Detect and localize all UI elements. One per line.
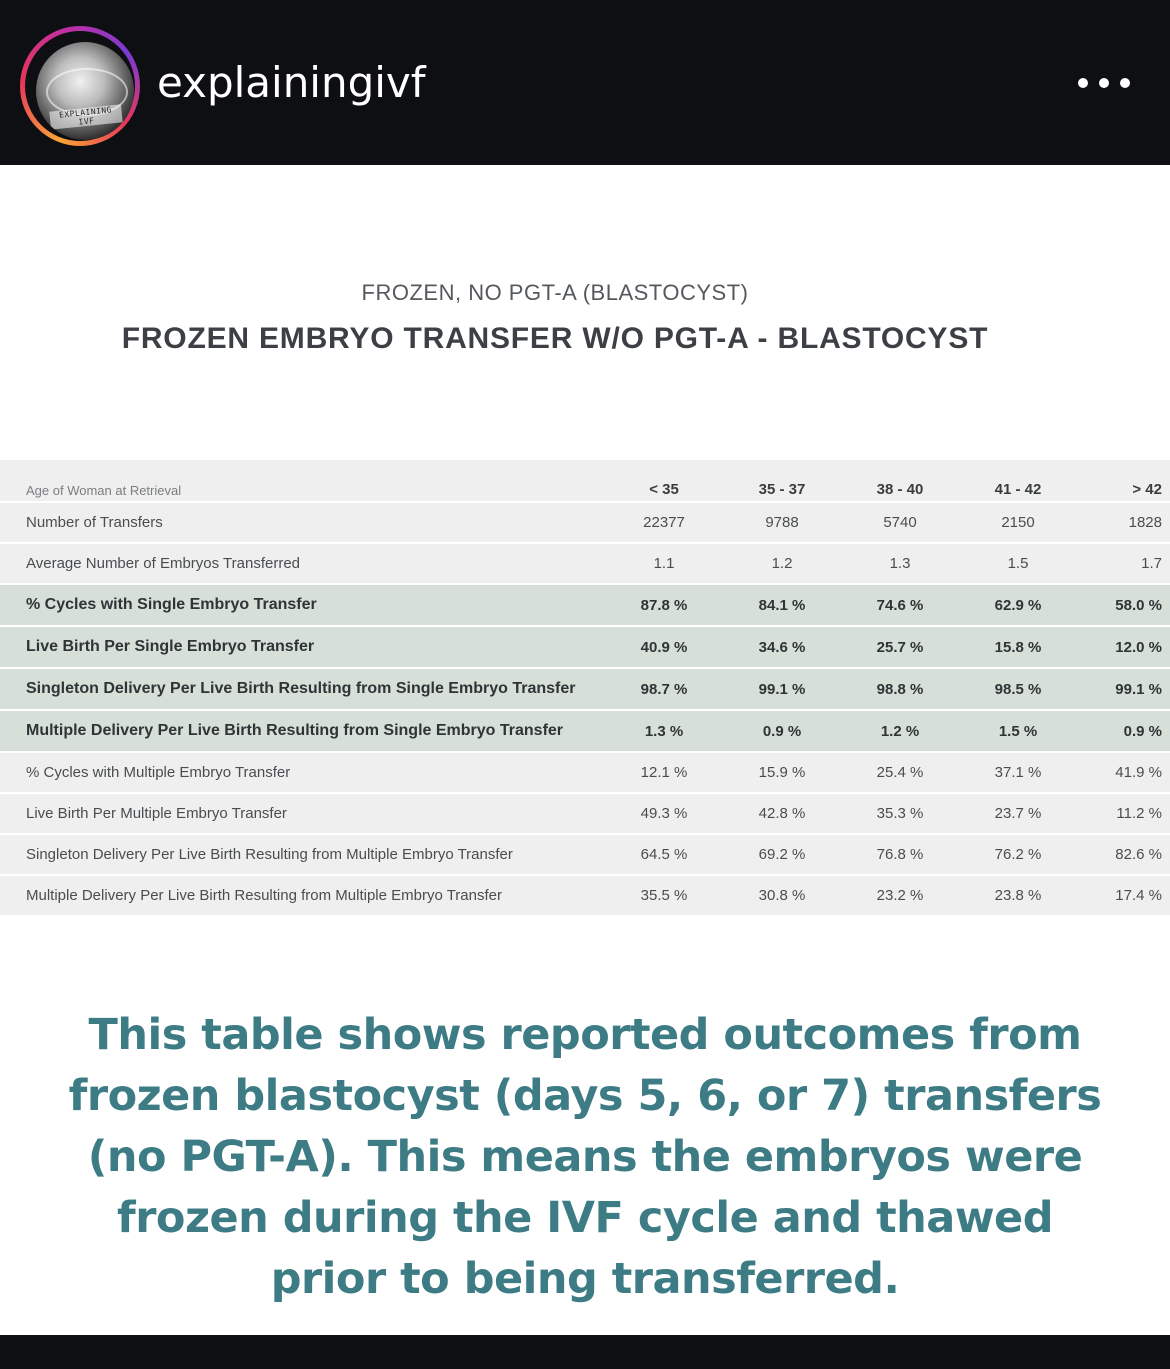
- table-cell: 15.9 %: [723, 752, 841, 793]
- table-cell: 5740: [841, 502, 959, 543]
- table-cell: 2150: [959, 502, 1077, 543]
- table-cell: 12.1 %: [605, 752, 723, 793]
- table-cell: 1.2: [723, 543, 841, 584]
- table-cell: 49.3 %: [605, 793, 723, 834]
- table-row: [0, 875, 1170, 916]
- table-cell: 0.9 %: [1077, 710, 1170, 752]
- table-cell: 23.7 %: [959, 793, 1077, 834]
- row-label: Age of Woman at Retrieval: [0, 460, 605, 502]
- table-title: FROZEN EMBRYO TRANSFER W/O PGT-A - BLASTOCYST: [121, 322, 989, 355]
- row-label: % Cycles with Single Embryo Transfer: [0, 584, 605, 626]
- table-row: [0, 626, 1170, 668]
- table-cell: 1.1: [605, 543, 723, 584]
- table-row: [0, 793, 1170, 834]
- table-cell: 1.5: [959, 543, 1077, 584]
- table-cell: 87.8 %: [605, 584, 723, 626]
- post-header: [0, 0, 1170, 165]
- table-cell: 35.3 %: [841, 793, 959, 834]
- table-cell: 37.1 %: [959, 752, 1077, 793]
- more-options-icon[interactable]: [1078, 74, 1130, 92]
- table-cell: 74.6 %: [841, 584, 959, 626]
- table-cell: 1.3: [841, 543, 959, 584]
- table-row: [0, 668, 1170, 710]
- post-caption: This table shows reported outcomes from frozen blastocyst (days 5, 6, or 7) transfers (no PGT-A). This means the embryos were frozen during the IVF cycle and thawed prior to being transferred.: [68, 1010, 1102, 1304]
- table-cell: 41.9 %: [1077, 752, 1170, 793]
- table-row: [0, 710, 1170, 752]
- table-cell: 99.1 %: [1077, 668, 1170, 710]
- table-cell: 34.6 %: [723, 626, 841, 668]
- column-header: 41 - 42: [959, 460, 1077, 502]
- table-cell: 82.6 %: [1077, 834, 1170, 875]
- table-cell: 1.7: [1077, 543, 1170, 584]
- table-row: [0, 752, 1170, 793]
- row-label: Live Birth Per Multiple Embryo Transfer: [0, 793, 605, 834]
- table-cell: 98.7 %: [605, 668, 723, 710]
- table-cell: 30.8 %: [723, 875, 841, 916]
- table-cell: 40.9 %: [605, 626, 723, 668]
- table-cell: 1.3 %: [605, 710, 723, 752]
- username[interactable]: explainingivf: [157, 58, 426, 107]
- bottom-bar: [0, 1335, 1170, 1369]
- table-cell: 12.0 %: [1077, 626, 1170, 668]
- row-label: Average Number of Embryos Transferred: [0, 543, 605, 584]
- table-cell: 0.9 %: [723, 710, 841, 752]
- column-header: < 35: [605, 460, 723, 502]
- column-header: 38 - 40: [841, 460, 959, 502]
- table-cell: 58.0 %: [1077, 584, 1170, 626]
- profile-avatar[interactable]: [20, 26, 140, 146]
- table-cell: 64.5 %: [605, 834, 723, 875]
- table-cell: 84.1 %: [723, 584, 841, 626]
- table-cell: 42.8 %: [723, 793, 841, 834]
- table-row: [0, 502, 1170, 543]
- avatar-logo-text: EXPLAINING IVF: [49, 104, 122, 129]
- table-cell: 1.5 %: [959, 710, 1077, 752]
- table-cell: 69.2 %: [723, 834, 841, 875]
- table-cell: 11.2 %: [1077, 793, 1170, 834]
- row-label: % Cycles with Multiple Embryo Transfer: [0, 752, 605, 793]
- table-cell: 35.5 %: [605, 875, 723, 916]
- row-label: Singleton Delivery Per Live Birth Resulting from Single Embryo Transfer: [0, 668, 605, 710]
- table-cell: 15.8 %: [959, 626, 1077, 668]
- table-cell: 22377: [605, 502, 723, 543]
- table-cell: 98.5 %: [959, 668, 1077, 710]
- outcomes-table: [0, 460, 1170, 917]
- table-cell: 1828: [1077, 502, 1170, 543]
- row-label: Number of Transfers: [0, 502, 605, 543]
- avatar-image: [36, 42, 134, 140]
- column-header: 35 - 37: [723, 460, 841, 502]
- table-cell: 76.8 %: [841, 834, 959, 875]
- table-row: [0, 543, 1170, 584]
- table-cell: 25.7 %: [841, 626, 959, 668]
- table-subtitle: FROZEN, NO PGT-A (BLASTOCYST): [361, 280, 749, 305]
- table-cell: 25.4 %: [841, 752, 959, 793]
- row-label: Live Birth Per Single Embryo Transfer: [0, 626, 605, 668]
- row-label: Multiple Delivery Per Live Birth Resulting from Multiple Embryo Transfer: [0, 875, 605, 916]
- row-label: Singleton Delivery Per Live Birth Resulting from Multiple Embryo Transfer: [0, 834, 605, 875]
- table-cell: 17.4 %: [1077, 875, 1170, 916]
- table-cell: 23.2 %: [841, 875, 959, 916]
- table-cell: 76.2 %: [959, 834, 1077, 875]
- table-cell: 9788: [723, 502, 841, 543]
- table-row: [0, 834, 1170, 875]
- table-row: [0, 584, 1170, 626]
- table-header-row: [0, 460, 1170, 502]
- table-cell: 1.2 %: [841, 710, 959, 752]
- column-header: > 42: [1077, 460, 1170, 502]
- table-cell: 62.9 %: [959, 584, 1077, 626]
- table-cell: 23.8 %: [959, 875, 1077, 916]
- row-label: Multiple Delivery Per Live Birth Resulting from Single Embryo Transfer: [0, 710, 605, 752]
- table-cell: 99.1 %: [723, 668, 841, 710]
- table-cell: 98.8 %: [841, 668, 959, 710]
